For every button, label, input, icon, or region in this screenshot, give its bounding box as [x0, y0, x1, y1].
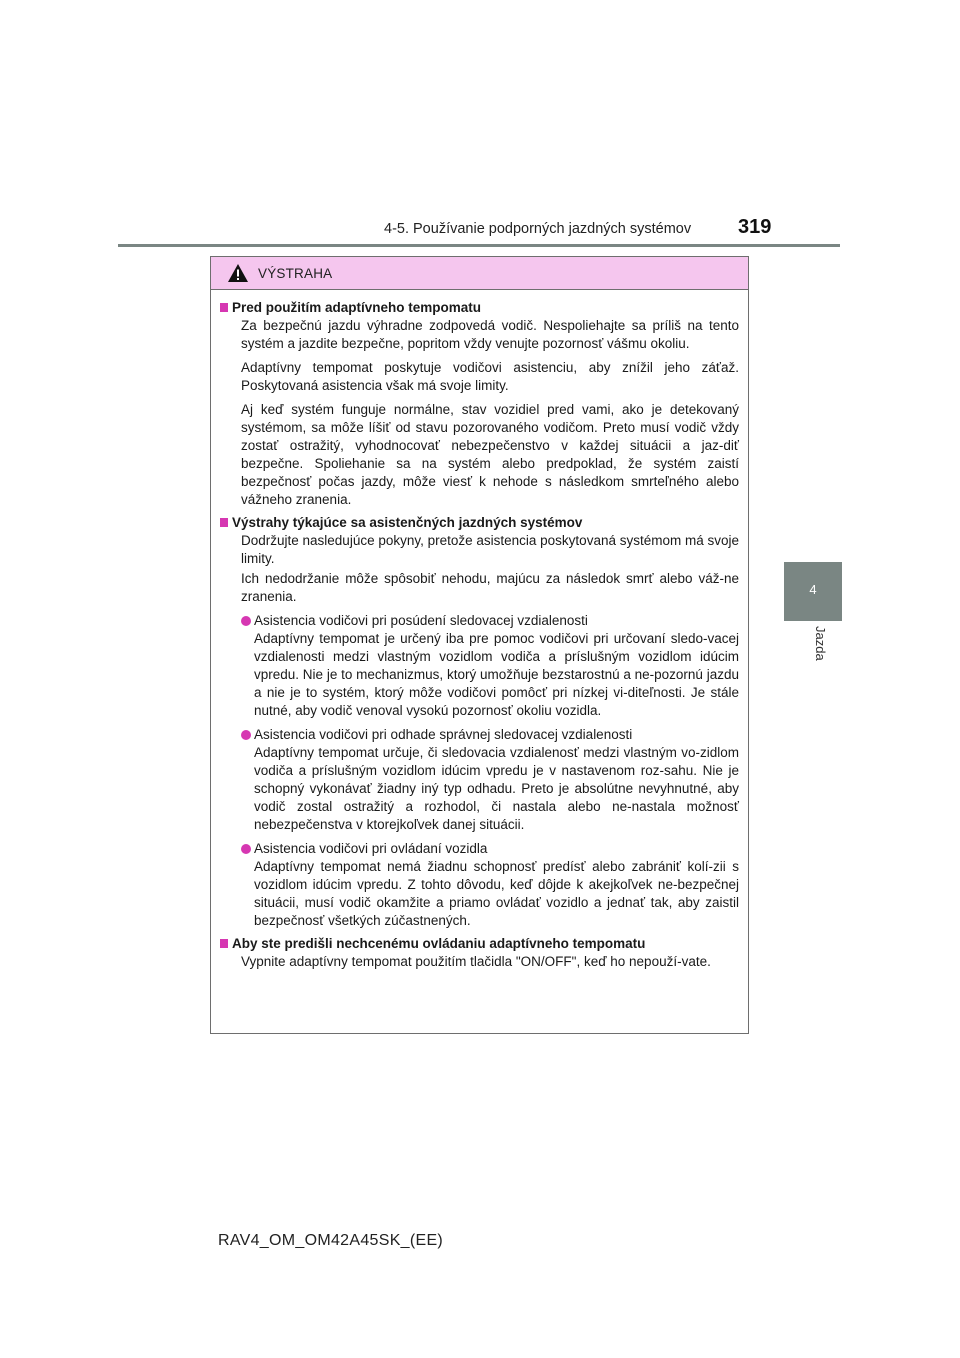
circle-bullet-icon [241, 844, 251, 854]
list-item [241, 840, 739, 930]
section-heading: Aby ste predišli nechcenému ovládaniu adaptívneho tempomatu [220, 936, 739, 951]
circle-bullet-icon [241, 616, 251, 626]
bullet-title: Asistencia vodičovi pri ovládaní vozidla [254, 841, 488, 856]
warning-header [211, 257, 748, 290]
bullet-text: Adaptívny tempomat určuje, či sledovacia vzdialenosť medzi vlastným vo-zidlom vodiča a príslušným vozidlom idúcim vpredu je v nastavenom roz-sahu. Nie je schopný vykonávať žiadny iný typ odhadu. Preto je absolútne nevyhnutné, aby vodič zostal ostražitý a rozhodol, či nastala alebo ne-nastala možnosť nebezpečenstva v ktorejkoľvek danej situácii. [254, 745, 739, 832]
section-heading: Pred použitím adaptívneho tempomatu [220, 300, 739, 315]
paragraph: Adaptívny tempomat poskytuje vodičovi asistenciu, aby znížil jeho záťaž. Poskytovaná asistencia však má svoje limity. [241, 360, 739, 393]
bullet-text: Adaptívny tempomat je určený iba pre pomoc vodičovi pri určovaní sledo-vacej vzdialenosti medzi vlastným vozidlom vodiča a príslušným vozidlom idúcim vpredu. Nie je to mechanizmus, ktorý umožňuje bezstarostnú a ne-pozornú jazdu a nie je to systém, ktorý môže vodičovi pomôcť pri nízkej vi-diteľnosti. Je stále nutné, aby vodič venoval vysokú pozornosť okoliu vozidla. [254, 631, 739, 718]
square-bullet-icon [220, 303, 228, 312]
circle-bullet-icon [241, 730, 251, 740]
list-item [241, 612, 739, 720]
list-item [241, 726, 739, 834]
warning-box [210, 256, 749, 1034]
paragraph: Aj keď systém funguje normálne, stav vozidiel pred vami, ako je detekovaný systémom, sa môže líšiť od stavu pozorovaného vodičom. Preto musí vodič vždy zostať ostražitý, vyhodnocovať nebezpečenstvo v každej situácii a jaz-diť bezpečne. Spoliehanie sa na systém alebo predpoklad, že systém zaistí bezpečnosť počas jazdy, môže viesť k nehode s následkom smrteľného alebo vážneho zranenia. [241, 402, 739, 507]
warning-body [211, 290, 748, 971]
warning-title: VÝSTRAHA [258, 265, 333, 281]
section-title: 4-5. Používanie podporných jazdných systémov [384, 221, 692, 237]
square-bullet-icon [220, 518, 228, 527]
warning-triangle-icon [227, 263, 249, 283]
paragraph: Ich nedodržanie môže spôsobiť nehodu, majúcu za následok smrť alebo váž-ne zranenia. [241, 571, 739, 604]
paragraph: Vypnite adaptívny tempomat použitím tlačidla "ON/OFF", keď ho nepouží-vate. [241, 954, 711, 969]
paragraph: Dodržujte nasledujúce pokyny, pretože asistencia poskytovaná systémom má svoje limity. [241, 533, 739, 566]
section-heading: Výstrahy týkajúce sa asistenčných jazdných systémov [220, 515, 739, 530]
paragraph: Za bezpečnú jazdu výhradne zodpovedá vodič. Nespoliehajte sa príliš na tento systém a jazdite bezpečne, popritom vždy venujte pozornosť vášmu okoliu. [241, 318, 739, 351]
square-bullet-icon [220, 939, 228, 948]
chapter-tab-label: Jazda [813, 626, 828, 661]
bullet-title: Asistencia vodičovi pri odhade správnej sledovacej vzdialenosti [254, 727, 633, 742]
bullet-text: Adaptívny tempomat nemá žiadnu schopnosť predísť alebo zabrániť kolí-zii s vozidlom idúcim vpredu. Z tohto dôvodu, keď dôjde k akejkoľvek ne-bezpečnej situácii, musí vodič okamžite a priamo ovládať vozidlo a jednať tak, aby zaistil bezpečnosť všetkých zúčastnených. [254, 859, 739, 928]
page-number: 319 [738, 216, 772, 238]
chapter-tab[interactable]: 4 [784, 562, 842, 621]
bullet-title: Asistencia vodičovi pri posúdení sledovacej vzdialenosti [254, 613, 588, 628]
document-code: RAV4_OM_OM42A45SK_(EE) [218, 1232, 444, 1249]
header-divider [118, 244, 840, 247]
